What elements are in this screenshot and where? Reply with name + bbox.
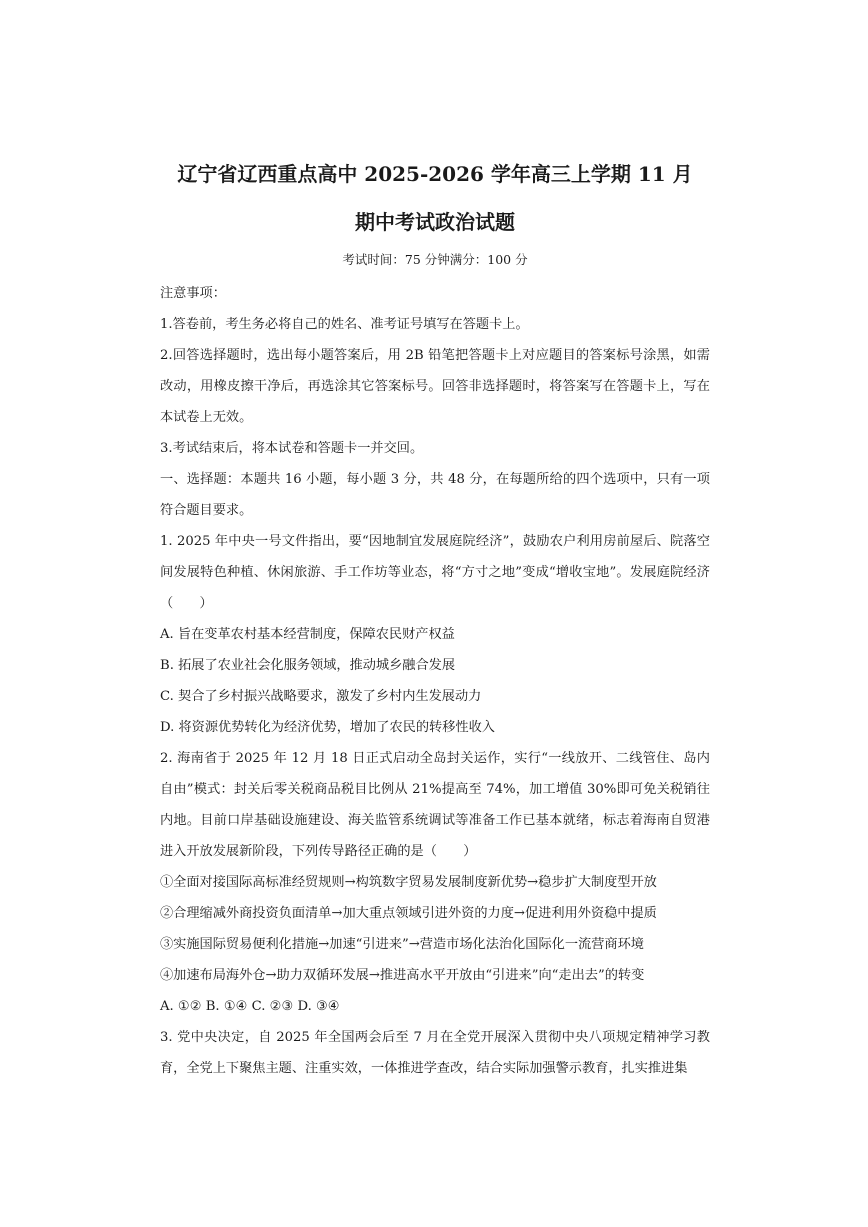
question-1-stem: 1. 2025 年中央一号文件指出，要“因地制宜发展庭院经济”，鼓励农户利用房前屋后、院落空间发展特色种植、休闲旅游、手工作坊等业态，将“方寸之地”变成“增收宝地”。发展庭院经济（ ） xyxy=(160,534,710,611)
question-2-choices: A. ①② B. ①④ C. ②③ D. ③④ xyxy=(160,999,340,1014)
notice-item-2: 2.回答选择题时，选出每小题答案后，用 2B 铅笔把答题卡上对应题目的答案标号涂黑，如需改动，用橡皮擦干净后，再选涂其它答案标号。回答非选择题时，将答案写在答题卡上，写在本试卷上无效。 xyxy=(160,348,710,425)
question-1-option-b: B. 拓展了农业社会化服务领域，推动城乡融合发展 xyxy=(160,658,456,673)
exam-title-line-1: 辽宁省辽西重点高中 2025-2026 学年高三上学期 11 月 xyxy=(177,162,693,186)
section-1-intro: 一、选择题：本题共 16 小题，每小题 3 分，共 48 分，在每题所给的四个选项中，只有一项符合题目要求。 xyxy=(160,472,710,518)
question-1-option-c: C. 契合了乡村振兴战略要求，激发了乡村内生发展动力 xyxy=(160,689,482,704)
question-2-stem: 2. 海南省于 2025 年 12 月 18 日正式启动全岛封关运作，实行“一线放开、二线管住、岛内自由”模式：封关后零关税商品税目比例从 21%提高至 74%，加工增值 30%即可免关税销往内地。目前口岸基础设施建设、海关监管系统调试等准备工作已基本就绪，标志着海南自贸港进入开放发展新阶段，下列传导路径正确的是（ ） xyxy=(160,751,710,859)
question-2-statement-4: ④加速布局海外仓→助力双循环发展→推进高水平开放由“引进来”向“走出去”的转变 xyxy=(160,968,645,983)
question-2-statement-3: ③实施国际贸易便利化措施→加速“引进来”→营造市场化法治化国际化一流营商环境 xyxy=(160,937,644,952)
exam-title-line-2: 期中考试政治试题 xyxy=(355,210,515,234)
question-2-statement-2: ②合理缩减外商投资负面清单→加大重点领域引进外资的力度→促进利用外资稳中提质 xyxy=(160,906,657,921)
question-3-stem: 3. 党中央决定，自 2025 年全国两会后至 7 月在全党开展深入贯彻中央八项规定精神学习教育，全党上下聚焦主题、注重实效，一体推进学查改，结合实际加强警示教育，扎实推进集 xyxy=(160,1030,710,1076)
notice-heading: 注意事项： xyxy=(160,286,226,301)
question-1-option-a: A. 旨在变革农村基本经营制度，保障农民财产权益 xyxy=(160,627,455,642)
question-1-option-d: D. 将资源优势转化为经济优势，增加了农民的转移性收入 xyxy=(160,720,495,735)
exam-info: 考试时间：75 分钟满分：100 分 xyxy=(342,252,528,267)
exam-page xyxy=(160,150,710,1084)
notice-item-3: 3.考试结束后，将本试卷和答题卡一并交回。 xyxy=(160,441,424,456)
notice-item-1: 1.答卷前，考生务必将自己的姓名、准考证号填写在答题卡上。 xyxy=(160,317,529,332)
question-2-statement-1: ①全面对接国际高标准经贸规则→构筑数字贸易发展制度新优势→稳步扩大制度型开放 xyxy=(160,875,657,890)
